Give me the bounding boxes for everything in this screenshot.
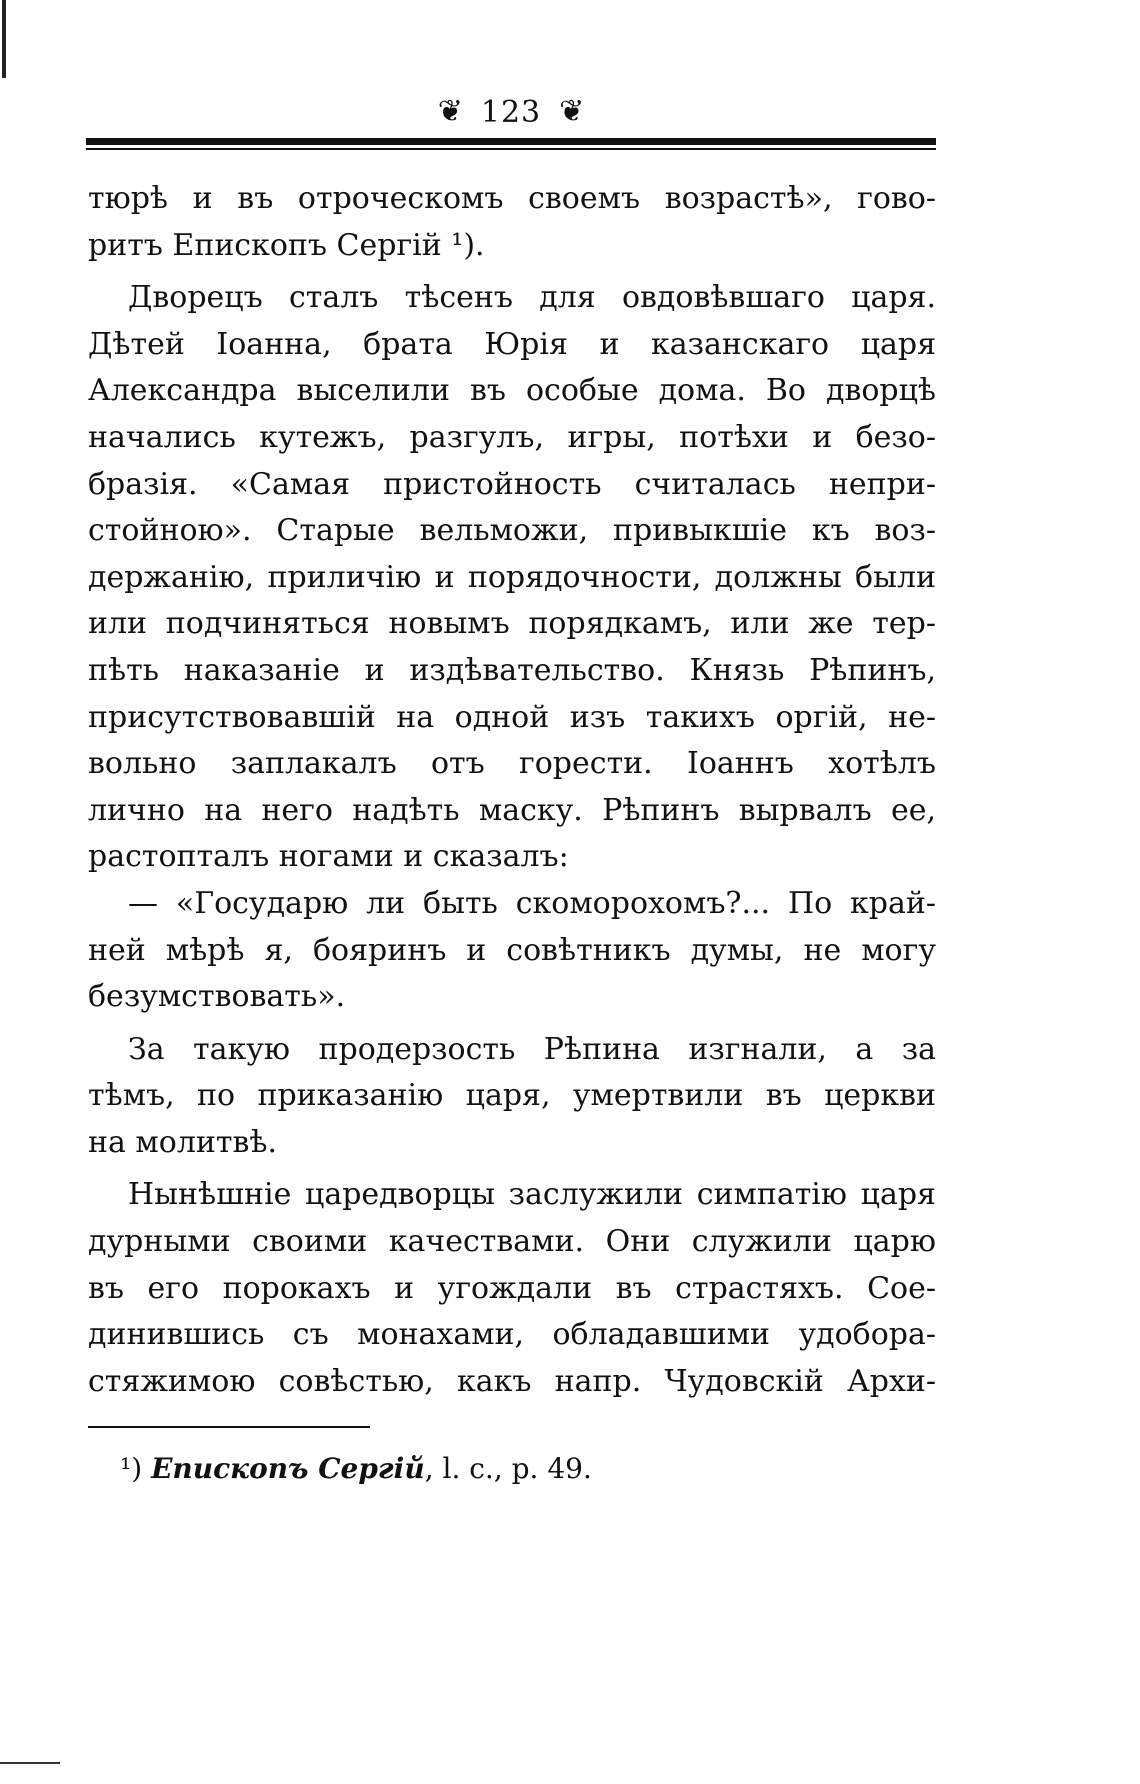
footnote-mark: ¹) xyxy=(120,1452,143,1485)
text-line: растопталъ ногами и сказалъ: xyxy=(88,839,569,875)
page-header xyxy=(86,90,936,134)
text-line: вольно заплакалъ отъ горести. Іоаннъ хотѣлъ xyxy=(88,746,936,782)
text-line: тѣмъ, по приказанію царя, умертвили въ церкви xyxy=(88,1078,936,1114)
text-line: или подчиняться новымъ порядкамъ, или же тер- xyxy=(88,606,936,642)
text-line: ней мѣрѣ я, бояринъ и совѣтникъ думы, не могу xyxy=(88,932,936,968)
text-line: держанію, приличію и порядочности, должны были xyxy=(88,559,936,595)
text-line: За такую продерзость Рѣпина изгнали, а за xyxy=(128,1031,936,1067)
main-text xyxy=(88,176,936,1405)
text-line: дурными своими качествами. Они служили царю xyxy=(88,1224,936,1260)
text-line: лично на него надѣть маску. Рѣпинъ вырвалъ ее, xyxy=(88,792,936,828)
paragraph xyxy=(88,881,936,1021)
footnote-author: Епископъ Сергій xyxy=(151,1452,425,1485)
text-line: — «Государю ли быть скоморохомъ?... По край- xyxy=(128,885,936,921)
text-line: Дѣтей Іоанна, брата Юрія и казанскаго царя xyxy=(88,326,936,362)
text-line: Дворецъ сталъ тѣсенъ для овдовѣвшаго царя. xyxy=(128,280,936,316)
footnote-citation: , l. c., p. 49. xyxy=(424,1452,592,1485)
header-rule-thick xyxy=(86,138,936,145)
text-line: тюрѣ и въ отроческомъ своемъ возрастѣ», гово- xyxy=(88,181,936,216)
paragraph xyxy=(88,275,936,881)
ornament-right-icon: ❦ xyxy=(559,94,585,129)
text-line: бразія. «Самая пристойность считалась непри- xyxy=(88,466,936,502)
text-line: Нынѣшніе царедворцы заслужили симпатію царя xyxy=(128,1177,936,1213)
page-number: 123 xyxy=(480,94,542,130)
footnote-rule xyxy=(88,1426,370,1428)
text-line: начались кутежъ, разгулъ, игры, потѣхи и безо- xyxy=(88,419,936,455)
text-line: пѣть наказаніе и издѣвательство. Князь Рѣпинъ, xyxy=(88,652,936,688)
text-line: Александра выселили въ особые дома. Во дворцѣ xyxy=(88,373,936,409)
text-line: въ его порокахъ и угождали въ страстяхъ. Сое- xyxy=(88,1270,936,1306)
text-line: стяжимою совѣстью, какъ напр. Чудовскій Архи- xyxy=(88,1363,936,1399)
page-edge-mark xyxy=(0,1762,60,1764)
text-line: ритъ Епископъ Сергій ¹). xyxy=(88,227,485,263)
text-line: стойною». Старые вельможи, привыкшіе къ воз- xyxy=(88,513,936,549)
text-line: динившись съ монахами, обладавшими удобора- xyxy=(88,1317,936,1353)
text-line: на молитвѣ. xyxy=(88,1124,277,1160)
ornament-left-icon: ❦ xyxy=(437,94,463,129)
footnote xyxy=(120,1452,592,1485)
page-edge-mark xyxy=(2,0,6,78)
header-rule-thin xyxy=(86,148,936,150)
paragraph xyxy=(88,1172,936,1405)
paragraph xyxy=(88,176,936,269)
text-line: безумствовать». xyxy=(88,979,346,1015)
text-line: присутствовавшій на одной изъ такихъ оргій, не- xyxy=(88,699,936,735)
paragraph xyxy=(88,1027,936,1167)
